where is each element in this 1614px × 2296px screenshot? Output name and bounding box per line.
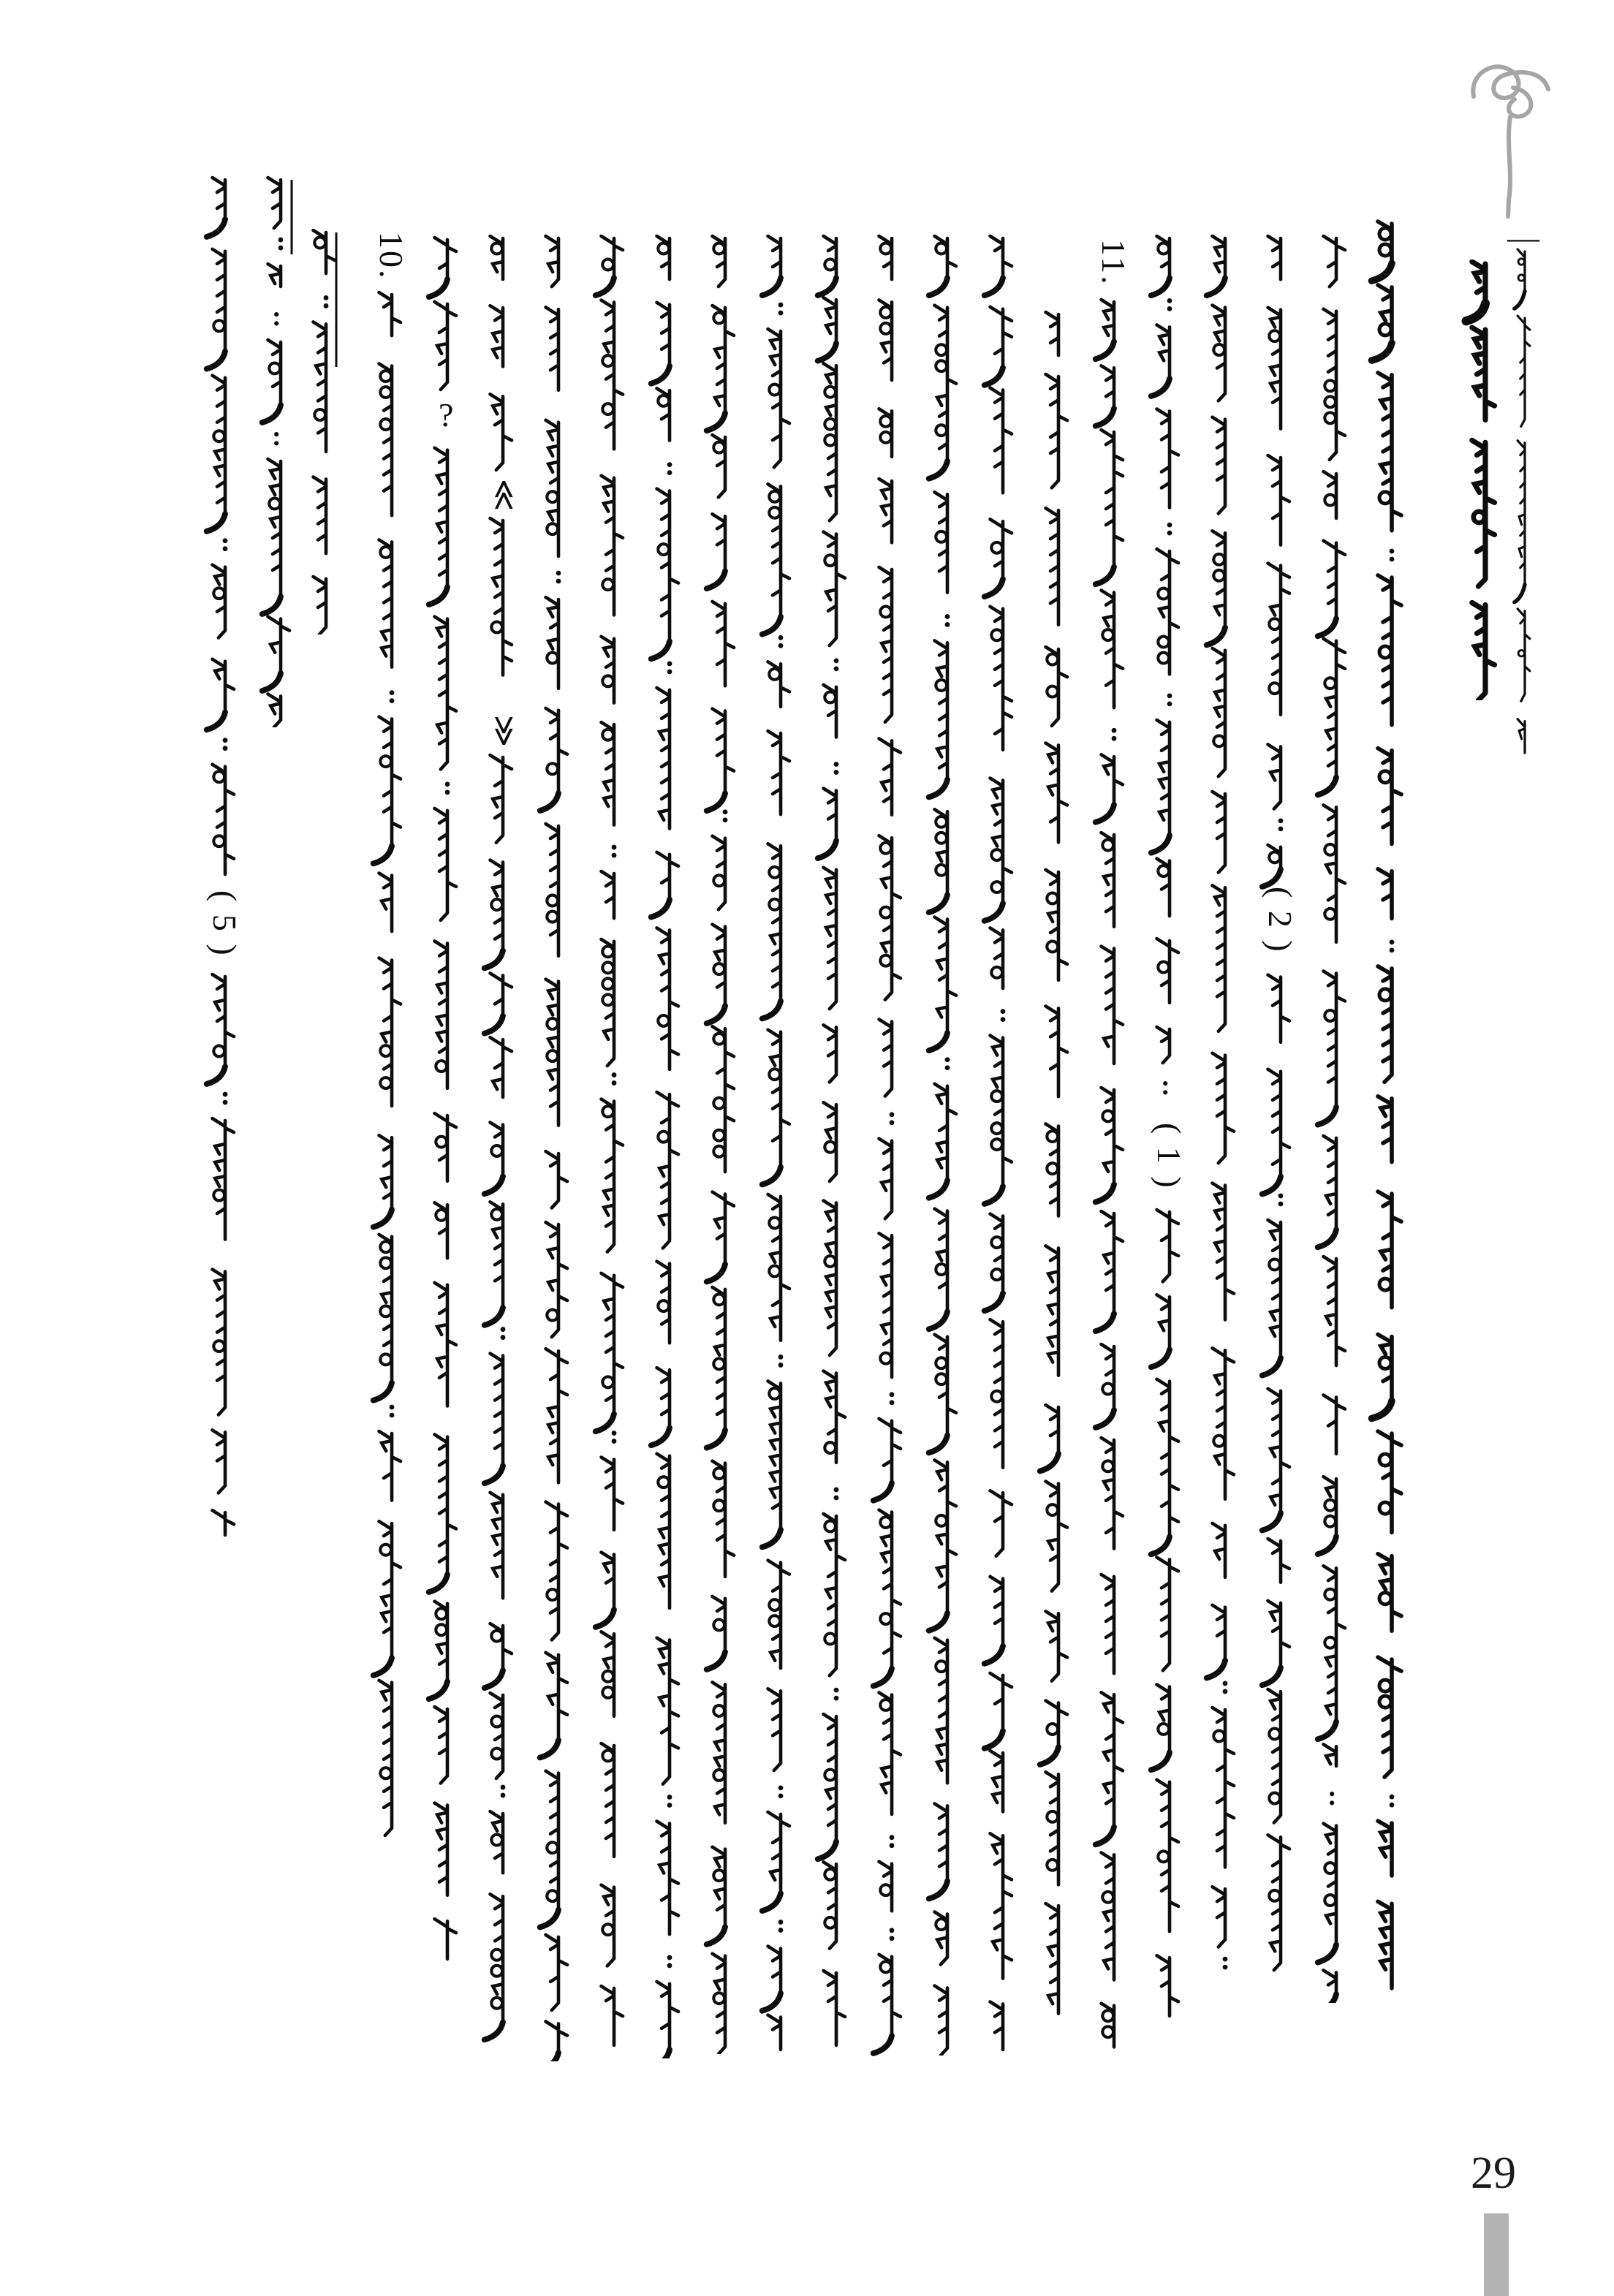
inline-token-quote: ≫ bbox=[487, 715, 520, 747]
text-column-c20 bbox=[1257, 234, 1305, 1998]
inline-token-qmark: ? bbox=[439, 396, 454, 433]
page-number: 29 bbox=[1471, 2148, 1516, 2198]
header-dash: — bbox=[1507, 220, 1539, 256]
text-column-c14 bbox=[923, 234, 971, 2056]
text-column-c22 bbox=[1366, 219, 1417, 1996]
inline-token-number: ( 5 ) bbox=[206, 890, 243, 958]
text-column-c24-runhead bbox=[1508, 247, 1542, 760]
text-column-c16 bbox=[1034, 310, 1083, 2054]
text-column-c08 bbox=[590, 234, 638, 2053]
text-column-c17 bbox=[1090, 239, 1138, 2056]
text-column-c21 bbox=[1312, 234, 1360, 2003]
text-column-c09 bbox=[645, 234, 694, 2058]
inline-token-mark: : bbox=[272, 301, 281, 332]
inline-token-quote: ≪ bbox=[487, 479, 520, 511]
inline-token-number: 10. bbox=[373, 232, 410, 281]
text-column-c07 bbox=[534, 234, 583, 2061]
text-column-c01 bbox=[201, 175, 249, 1542]
text-column-c23-title bbox=[1460, 259, 1510, 700]
text-column-c04 bbox=[368, 232, 416, 1873]
text-column-c19 bbox=[1201, 234, 1249, 1998]
inline-token-number: ( 1 ) bbox=[1151, 1123, 1188, 1190]
inline-token-mark: : bbox=[1327, 1781, 1337, 1811]
text-column-c03 bbox=[302, 228, 350, 634]
inline-token-mark: : bbox=[1161, 1070, 1170, 1101]
text-column-c05 bbox=[423, 235, 471, 1966]
text-column-c13 bbox=[868, 234, 916, 2060]
inline-token-mark: : bbox=[272, 421, 281, 452]
text-column-c11 bbox=[757, 234, 805, 2057]
text-column-c15 bbox=[979, 234, 1027, 2057]
flourish-ornament-icon bbox=[1462, 50, 1564, 232]
inline-token-number: 11. bbox=[1095, 239, 1132, 287]
binding-bar bbox=[1484, 2213, 1509, 2296]
inline-token-number: ( 2 ) bbox=[1262, 887, 1299, 954]
text-column-c10 bbox=[701, 234, 749, 2054]
text-column-c12 bbox=[812, 234, 860, 2053]
